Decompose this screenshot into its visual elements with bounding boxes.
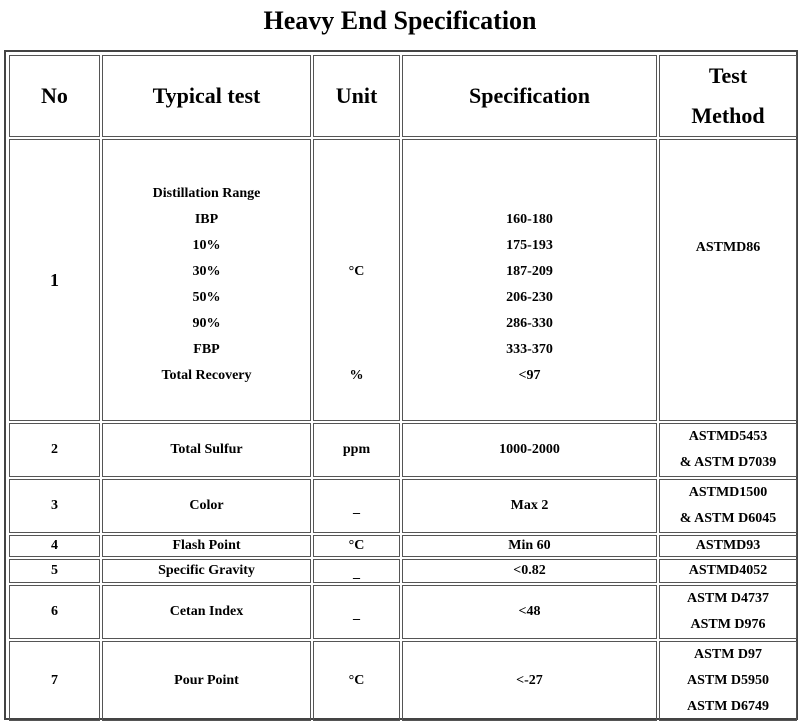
spec-value: <-27 xyxy=(402,641,657,721)
header-test-method xyxy=(659,55,797,137)
header-method-line1: Test xyxy=(708,63,748,88)
typical-test: Specific Gravity xyxy=(102,559,311,583)
header-specification: Specification xyxy=(402,55,657,137)
test-method: ASTMD93 xyxy=(659,535,797,557)
row-number: 5 xyxy=(9,559,100,583)
unit-value: °C xyxy=(313,641,400,721)
test-method: ASTMD1500 & ASTM D6045 xyxy=(659,479,797,533)
test-method: ASTMD4052 xyxy=(659,559,797,583)
table-row xyxy=(9,641,797,721)
unit-value: _ xyxy=(313,559,400,583)
header-unit: Unit xyxy=(313,55,400,137)
spec-value: Max 2 xyxy=(402,479,657,533)
row-number: 1 xyxy=(9,139,100,421)
row-number: 6 xyxy=(9,585,100,639)
header-row xyxy=(9,55,797,137)
typical-test: Pour Point xyxy=(102,641,311,721)
typical-test: Total Sulfur xyxy=(102,423,311,477)
row-number: 4 xyxy=(9,535,100,557)
spec-value: 206-230 xyxy=(506,290,553,305)
spec-value: 333-370 xyxy=(506,342,553,357)
row-number: 7 xyxy=(9,641,100,721)
table-row xyxy=(9,479,797,533)
spec-value: 160-180 xyxy=(506,212,553,227)
unit-value: _ xyxy=(313,479,400,533)
distillation-label: Distillation Range xyxy=(152,186,261,201)
page-title: Heavy End Specification xyxy=(263,6,537,35)
spec-value: 187-209 xyxy=(506,264,553,279)
spec-value: 1000-2000 xyxy=(402,423,657,477)
row-number: 3 xyxy=(9,479,100,533)
test-item: 50% xyxy=(192,290,221,305)
table-row xyxy=(9,423,797,477)
typical-test: Cetan Index xyxy=(102,585,311,639)
unit-value: °C xyxy=(313,535,400,557)
table-row xyxy=(9,139,797,421)
table-row xyxy=(9,559,797,583)
test-item: IBP xyxy=(194,212,219,227)
typical-test: Color xyxy=(102,479,311,533)
unit-value: % xyxy=(349,368,364,383)
header-method-line2: Method xyxy=(691,103,765,128)
row-number: 2 xyxy=(9,423,100,477)
spec-value: <48 xyxy=(402,585,657,639)
unit-value: °C xyxy=(348,264,365,279)
spec-table xyxy=(7,53,799,723)
test-item: 90% xyxy=(192,316,221,331)
header-no: No xyxy=(9,55,100,137)
distillation-specs xyxy=(402,139,657,421)
spec-value: 175-193 xyxy=(506,238,553,253)
test-item: Total Recovery xyxy=(161,368,252,383)
spec-value: Min 60 xyxy=(402,535,657,557)
test-method: ASTM D4737 ASTM D976 xyxy=(659,585,797,639)
test-method: ASTM D97 ASTM D5950 ASTM D6749 xyxy=(659,641,797,721)
unit-value: _ xyxy=(313,585,400,639)
test-method: ASTMD5453 & ASTM D7039 xyxy=(659,423,797,477)
spec-table-frame xyxy=(4,50,798,720)
header-typical-test: Typical test xyxy=(102,55,311,137)
test-item: FBP xyxy=(193,342,220,357)
distillation-tests xyxy=(102,139,311,421)
distillation-units xyxy=(313,139,400,421)
spec-value: <97 xyxy=(518,368,541,383)
test-method: ASTMD86 xyxy=(659,139,797,421)
table-row xyxy=(9,535,797,557)
test-item: 10% xyxy=(192,238,221,253)
unit-value: ppm xyxy=(313,423,400,477)
table-row xyxy=(9,585,797,639)
spec-value: <0.82 xyxy=(402,559,657,583)
spec-value: 286-330 xyxy=(506,316,553,331)
test-item: 30% xyxy=(192,264,221,279)
typical-test: Flash Point xyxy=(102,535,311,557)
